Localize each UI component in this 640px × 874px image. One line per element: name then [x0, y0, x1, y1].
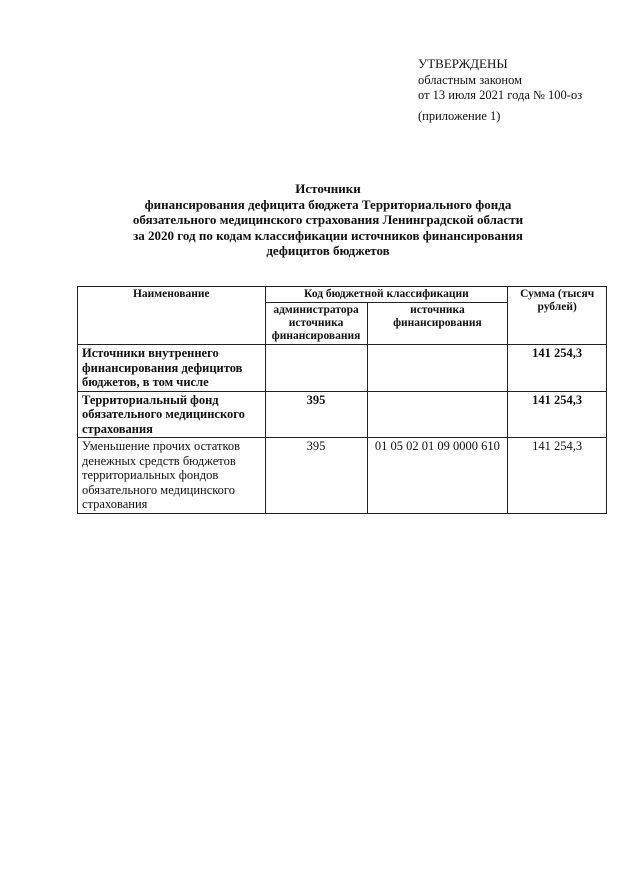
row-sum: 141 254,3 — [508, 438, 607, 514]
document-title — [80, 181, 576, 259]
row-name: Территориальный фонд обязательного медицинского страхования — [78, 391, 266, 438]
title-line: финансирования дефицита бюджета Территориального фонда — [144, 196, 512, 212]
row-sum: 141 254,3 — [508, 345, 607, 392]
approval-block — [418, 56, 582, 124]
row-source-code — [367, 345, 508, 392]
table-header-row — [78, 287, 607, 303]
header-sum: Сумма (тысяч рублей) — [508, 287, 607, 345]
header-admin: администратора источника финансирования — [265, 303, 367, 345]
row-admin-code — [265, 345, 367, 392]
approval-appendix: (приложение 1) — [418, 109, 501, 123]
row-source-code: 01 05 02 01 09 0000 610 — [367, 438, 508, 514]
row-name: Источники внутреннего финансирования дефицитов бюджетов, в том числе — [78, 345, 266, 392]
table-row — [78, 438, 607, 514]
approval-law-line: областным законом — [418, 73, 523, 87]
header-name: Наименование — [78, 287, 266, 345]
title-line: за 2020 год по кодам классификации источников финансирования — [133, 227, 523, 243]
table-row — [78, 345, 607, 392]
budget-sources-table — [77, 286, 607, 514]
title-line: Источники — [295, 181, 361, 196]
row-admin-code: 395 — [265, 438, 367, 514]
title-line: обязательного медицинского страхования Ленинградской области — [132, 212, 524, 227]
table-row — [78, 391, 607, 438]
header-code-group: Код бюджетной классификации — [265, 287, 508, 303]
row-admin-code: 395 — [265, 391, 367, 438]
row-sum: 141 254,3 — [508, 391, 607, 438]
row-name: Уменьшение прочих остатков денежных средств бюджетов территориальных фондов обязательного медицинского страхования — [78, 438, 266, 514]
header-source: источника финансирования — [367, 303, 508, 345]
approval-date-line: от 13 июля 2021 года № 100-оз — [418, 88, 583, 102]
approval-title: УТВЕРЖДЕНЫ — [418, 56, 508, 71]
title-line: дефицитов бюджетов — [266, 243, 390, 258]
row-source-code — [367, 391, 508, 438]
